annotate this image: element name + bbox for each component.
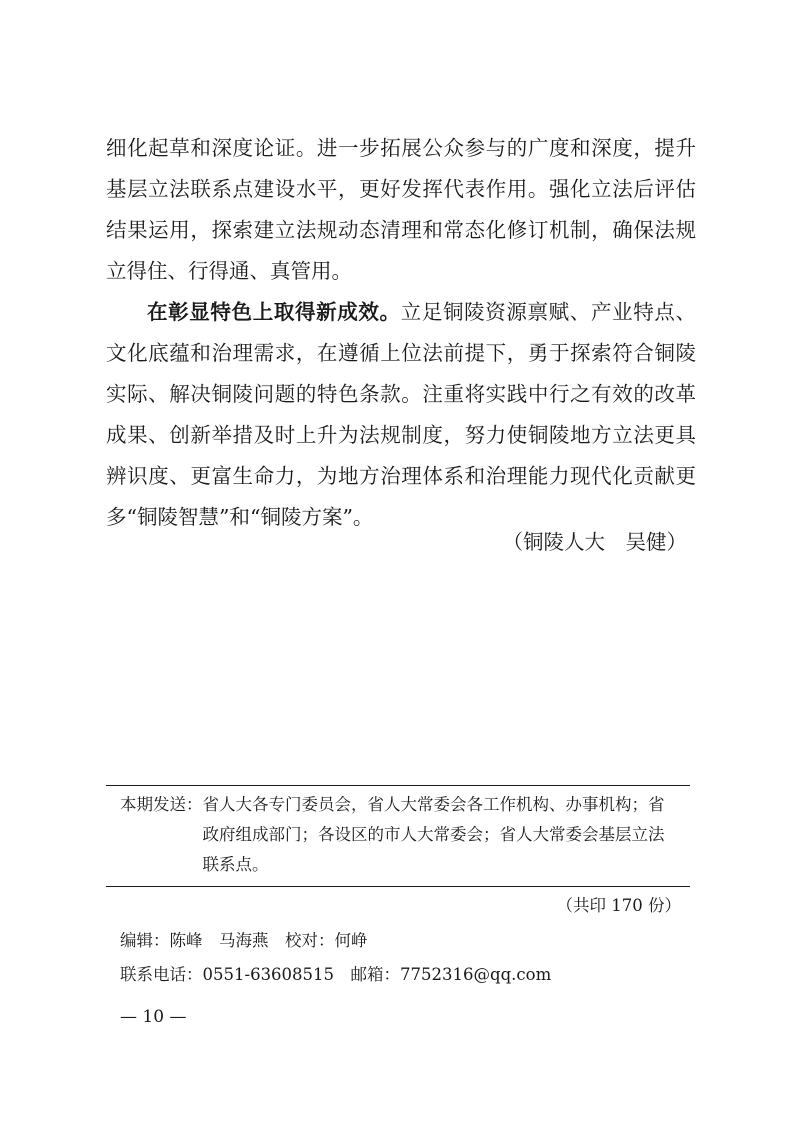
paragraph-body-text: 立足铜陵资源禀赋、产业特点、文化底蕴和治理需求，在遵循上位法前提下，勇于探索符合铜陵实际、解决铜陵问题的特色条款。注重将实践中行之有效的改革成果、创新举措及时上升为法规制度，努力使铜陵地方立法更具辨识度、更富生命力，为地方治理体系和治理能力现代化贡献更多“铜陵智慧”和“铜陵方案”。: [106, 300, 697, 529]
distribution-label: 本期发送：: [120, 795, 203, 814]
print-count: （共印 170 份）: [556, 896, 681, 915]
article-signature: （铜陵人大 吴健）: [502, 530, 687, 554]
contact-line: 联系电话：0551-63608515 邮箱：7752316@qq.com: [120, 965, 552, 984]
paragraph-lead-heading: 在彰显特色上取得新成效。: [147, 300, 401, 324]
body-paragraph-2: [106, 292, 696, 538]
distribution-recipients: 省人大各专门委员会，省人大常委会各工作机构、办事机构；省政府组成部门；各设区的市人大常委会；省人大常委会基层立法联系点。: [202, 795, 665, 874]
footer-top-divider: [106, 785, 690, 786]
footer-bottom-divider: [106, 886, 690, 887]
body-paragraph-1: 细化起草和深度论证。进一步拓展公众参与的广度和深度，提升基层立法联系点建设水平，更好发挥代表作用。强化立法后评估结果运用，探索建立法规动态清理和常态化修订机制，确保法规立得住、行得通、真管用。: [106, 136, 696, 283]
editors-line: 编辑：陈峰 马海燕 校对：何峥: [120, 931, 368, 950]
page-number: — 10 —: [120, 1007, 187, 1027]
distribution-list: [120, 790, 680, 880]
